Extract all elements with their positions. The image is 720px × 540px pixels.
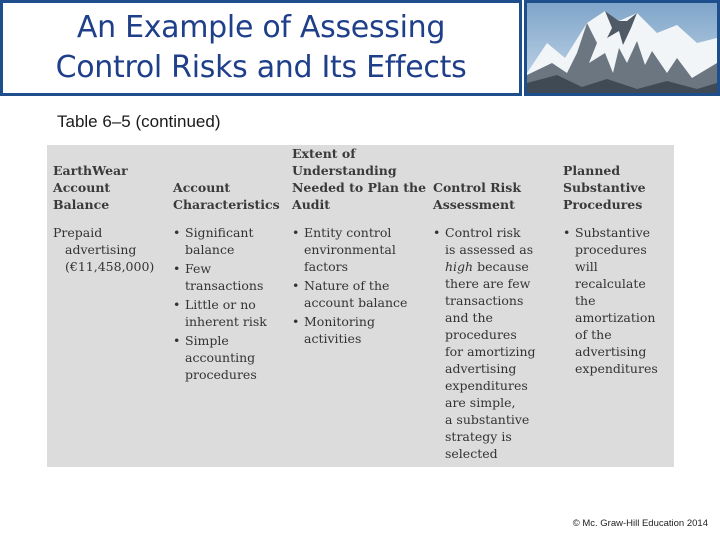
- cell-text: factors: [304, 259, 349, 274]
- cell-text: transactions: [445, 293, 524, 308]
- cell-text: transactions: [185, 278, 264, 293]
- list-item: [173, 260, 267, 294]
- slide-title-line-1: An Example of Assessing: [76, 10, 446, 45]
- cell-text: of the: [575, 327, 612, 342]
- list-item: [292, 277, 407, 311]
- list-item: [433, 224, 536, 462]
- cell-text: activities: [304, 331, 362, 346]
- list-item: [173, 332, 267, 383]
- header-account-characteristics: [173, 179, 280, 213]
- cell-text: (€11,458,000): [65, 259, 155, 274]
- cell-text: a substantive: [445, 412, 530, 427]
- title-box: [0, 0, 522, 96]
- header-account-balance: [53, 162, 128, 213]
- cell-text: • Few: [185, 261, 212, 276]
- header-text: Procedures: [563, 197, 643, 212]
- cell-text: [445, 258, 536, 275]
- cell-text: will: [575, 259, 598, 274]
- cell-text: there are few: [445, 276, 531, 291]
- cell-text: procedures: [445, 327, 517, 342]
- cell-text: environmental: [304, 242, 396, 257]
- header-text: Account: [53, 180, 111, 195]
- cell-account-characteristics: [173, 224, 267, 387]
- header-text: Extent of: [292, 146, 356, 161]
- cell-text: • Entity control: [304, 225, 392, 240]
- mountain-icon: [527, 3, 717, 93]
- assessment-table: [47, 145, 674, 467]
- cell-text: selected: [445, 446, 498, 461]
- list-item: [173, 224, 267, 258]
- header-text: Balance: [53, 197, 110, 212]
- header-text: Characteristics: [173, 197, 280, 212]
- cell-text: procedures: [575, 242, 647, 257]
- cell-text: • Simple: [185, 333, 229, 348]
- list-item: [563, 224, 658, 377]
- cell-account-balance: [53, 224, 154, 275]
- cell-text: • Significant: [185, 225, 254, 240]
- cell-text: • Control risk: [445, 225, 521, 240]
- header-extent-of-understanding: [292, 145, 426, 213]
- cell-text: procedures: [185, 367, 257, 382]
- cell-text: balance: [185, 242, 235, 257]
- cell-text: account balance: [304, 295, 408, 310]
- cell-text: inherent risk: [185, 314, 267, 329]
- table-caption: [57, 112, 221, 132]
- cell-text: recalculate: [575, 276, 646, 291]
- header-text: Control Risk: [433, 180, 522, 195]
- cell-text: are simple,: [445, 395, 516, 410]
- table-caption-suffix: (continued): [130, 112, 221, 131]
- cell-text: accounting: [185, 350, 256, 365]
- cell-text: advertising: [65, 242, 137, 257]
- mountain-peak-photo: [524, 0, 720, 96]
- cell-text: • Nature of the: [304, 278, 390, 293]
- cell-text: expenditures: [445, 378, 528, 393]
- cell-text: expenditures: [575, 361, 658, 376]
- copyright-footer: © Mc. Graw-Hill Education 2014: [572, 518, 708, 529]
- cell-text: is assessed as: [445, 242, 534, 257]
- cell-text: advertising: [445, 361, 517, 376]
- header-text: Planned: [563, 163, 621, 178]
- cell-text: the: [575, 293, 596, 308]
- cell-text: • Little or no: [185, 297, 256, 312]
- cell-planned-substantive-procedures: [563, 224, 658, 381]
- header-text: Understanding: [292, 163, 397, 178]
- slide-title-line-2: Control Risks and Its Effects: [55, 50, 467, 85]
- header-planned-substantive-procedures: [563, 162, 646, 213]
- cell-text: amortization: [575, 310, 656, 325]
- header-control-risk-assessment: [433, 179, 521, 213]
- list-item: [292, 313, 407, 347]
- cell-text: Prepaid: [53, 225, 103, 240]
- header-text: Substantive: [563, 180, 646, 195]
- table-caption-number: Table 6–5: [57, 112, 131, 131]
- list-item: [292, 224, 407, 275]
- header-text: Needed to Plan the: [292, 180, 427, 195]
- cell-extent-of-understanding: [292, 224, 407, 351]
- cell-text: • Substantive: [575, 225, 651, 240]
- cell-text: • Monitoring: [304, 314, 375, 329]
- cell-text: advertising: [575, 344, 647, 359]
- header-text: Audit: [292, 197, 331, 212]
- emphasis-text: high: [445, 259, 474, 274]
- cell-control-risk-assessment: [433, 224, 536, 466]
- cell-text: and the: [445, 310, 493, 325]
- header-text: Account: [173, 180, 231, 195]
- cell-text: for amortizing: [445, 344, 536, 359]
- list-item: [173, 296, 267, 330]
- header-text: Assessment: [433, 197, 515, 212]
- header-text: EarthWear: [53, 163, 128, 178]
- cell-text: because: [473, 259, 529, 274]
- cell-text: strategy is: [445, 429, 512, 444]
